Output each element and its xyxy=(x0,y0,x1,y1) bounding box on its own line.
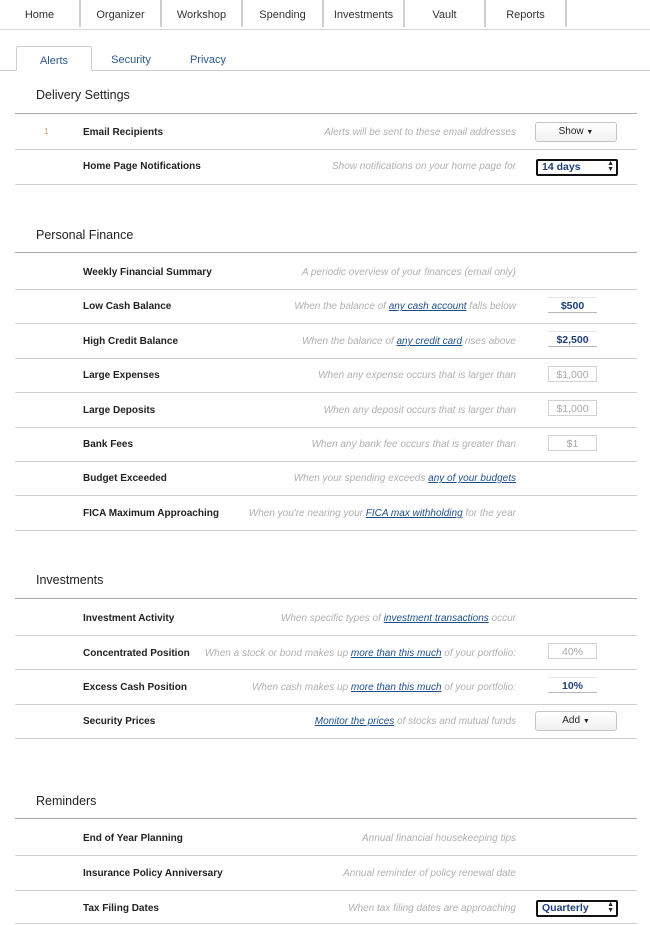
section-title-reminders: Reminders xyxy=(36,794,97,808)
budget-exceeded-label: Budget Exceeded xyxy=(83,473,167,484)
tax-filing-dates-desc: When tax filing dates are approaching xyxy=(348,903,516,914)
nav-organizer[interactable]: Organizer xyxy=(81,0,162,27)
tax-filing-frequency-value: Quarterly xyxy=(542,902,589,914)
nav-reports[interactable]: Reports xyxy=(486,0,567,27)
settings-tabs xyxy=(0,46,650,71)
high-credit-balance-label: High Credit Balance xyxy=(83,336,179,347)
show-recipients-button[interactable] xyxy=(535,122,617,142)
bank-fees-desc: When any bank fee occurs that is greater than xyxy=(311,439,516,450)
high-credit-threshold-input[interactable]: $2,500 xyxy=(548,331,597,347)
notification-days-select[interactable] xyxy=(536,159,618,176)
add-security-button[interactable] xyxy=(535,711,617,731)
large-expenses-label: Large Expenses xyxy=(83,370,160,381)
end-of-year-planning-desc: Annual financial housekeeping tips xyxy=(362,833,516,844)
select-arrows-icon: ▲ ▼ xyxy=(607,901,614,914)
concentrated-position-label: Concentrated Position xyxy=(83,648,190,659)
tab-security[interactable]: Security xyxy=(111,54,151,66)
add-button-label: Add xyxy=(562,715,581,726)
fica-maximum-desc: When you're nearing your FICA max withholding for the year xyxy=(248,508,516,519)
caret-down-icon: ▼ xyxy=(586,129,594,136)
large-expenses-desc: When any expense occurs that is larger than xyxy=(318,370,516,381)
excess-cash-position-label: Excess Cash Position xyxy=(83,682,187,693)
caret-down-icon: ▼ xyxy=(582,718,590,725)
investment-activity-label: Investment Activity xyxy=(83,613,175,624)
budget-exceeded-desc: When your spending exceeds any of your budgets xyxy=(293,473,516,484)
low-cash-threshold-input[interactable]: $500 xyxy=(548,297,597,313)
email-recipients-desc: Alerts will be sent to these email addresses xyxy=(324,127,516,138)
any-cash-account-link[interactable]: any cash account xyxy=(388,301,467,312)
large-deposits-label: Large Deposits xyxy=(83,405,156,416)
any-credit-card-link[interactable]: any credit card xyxy=(396,336,463,347)
tax-filing-dates-label: Tax Filing Dates xyxy=(83,903,159,914)
security-prices-desc: Monitor the prices of stocks and mutual funds xyxy=(314,716,516,727)
any-of-your-budgets-link[interactable]: any of your budgets xyxy=(428,473,516,484)
show-button-label: Show xyxy=(558,126,584,137)
home-page-notifications-label: Home Page Notifications xyxy=(83,161,201,172)
notification-days-value: 14 days xyxy=(542,161,581,173)
nav-spending[interactable]: Spending xyxy=(243,0,324,27)
weekly-summary-desc: A periodic overview of your finances (email only) xyxy=(301,267,516,278)
nav-home[interactable]: Home xyxy=(0,0,81,27)
nav-workshop[interactable]: Workshop xyxy=(162,0,243,27)
large-deposits-desc: When any deposit occurs that is larger than xyxy=(323,405,516,416)
concentrated-more-than-link[interactable]: more than this much xyxy=(350,648,442,659)
email-recipients-label: Email Recipients xyxy=(83,127,164,138)
monitor-the-prices-link[interactable]: Monitor the prices xyxy=(314,716,395,727)
select-arrows-icon: ▲ ▼ xyxy=(607,160,614,173)
tab-alerts[interactable]: Alerts xyxy=(16,46,92,71)
large-expenses-threshold-input[interactable]: $1,000 xyxy=(548,366,597,382)
investment-transactions-link[interactable]: investment transactions xyxy=(383,613,489,624)
low-cash-balance-label: Low Cash Balance xyxy=(83,301,172,312)
section-title-delivery: Delivery Settings xyxy=(36,88,130,102)
section-title-investments: Investments xyxy=(36,573,104,587)
bank-fees-threshold-input[interactable]: $1 xyxy=(548,435,597,451)
fica-max-withholding-link[interactable]: FICA max withholding xyxy=(365,508,463,519)
insurance-anniversary-label: Insurance Policy Anniversary xyxy=(83,868,223,879)
excess-cash-position-desc: When cash makes up more than this much of your portfolio: xyxy=(251,682,516,693)
bank-fees-label: Bank Fees xyxy=(83,439,134,450)
concentrated-position-input[interactable]: 40% xyxy=(548,643,597,659)
section-title-personal-finance: Personal Finance xyxy=(36,228,134,242)
excess-cash-position-input[interactable]: 10% xyxy=(548,677,597,693)
top-nav xyxy=(0,0,650,30)
end-of-year-planning-label: End of Year Planning xyxy=(83,833,183,844)
tab-privacy[interactable]: Privacy xyxy=(189,54,227,66)
concentrated-position-desc: When a stock or bond makes up more than this much of your portfolio: xyxy=(204,648,516,659)
high-credit-balance-desc: When the balance of any credit card rises above xyxy=(301,336,516,347)
low-cash-balance-desc: When the balance of any cash account falls below xyxy=(294,301,516,312)
large-deposits-threshold-input[interactable]: $1,000 xyxy=(548,400,597,416)
security-prices-label: Security Prices xyxy=(83,716,156,727)
fica-maximum-label: FICA Maximum Approaching xyxy=(83,508,219,519)
nav-vault[interactable]: Vault xyxy=(405,0,486,27)
home-page-notifications-desc: Show notifications on your home page for xyxy=(332,161,516,172)
excess-cash-more-than-link[interactable]: more than this much xyxy=(350,682,442,693)
insurance-anniversary-desc: Annual reminder of policy renewal date xyxy=(343,868,516,879)
weekly-summary-label: Weekly Financial Summary xyxy=(83,267,212,278)
nav-investments[interactable]: Investments xyxy=(324,0,405,27)
tax-filing-frequency-select[interactable] xyxy=(536,900,618,917)
recipient-count-badge: 1 xyxy=(44,127,49,136)
investment-activity-desc: When specific types of investment transactions occur xyxy=(280,613,516,624)
